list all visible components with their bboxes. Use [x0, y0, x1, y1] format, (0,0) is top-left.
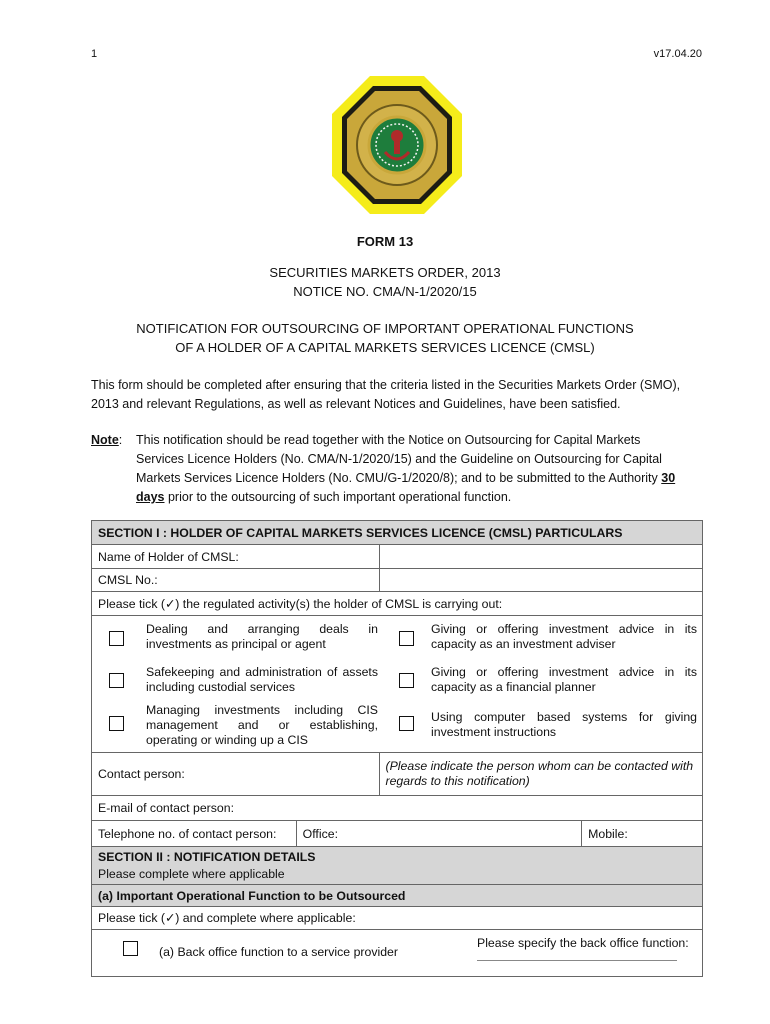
note-line-1: This notification should be read together with the Notice on Outsourcing for Capital Markets	[136, 433, 641, 447]
note-line-3: Markets Services Licence Holders (No. CMU/G-1/2020/8); and to be submitted to the Authority 30	[136, 471, 676, 485]
section-2-subtitle: Please complete where applicable	[98, 866, 285, 881]
note-text	[136, 431, 703, 507]
activity-checkbox-4[interactable]	[399, 631, 414, 646]
activity-left-3: Managing investments including CIS management and or establishing, operating or winding up a CIS	[146, 703, 378, 747]
back-office-option-label: (a) Back office function to a service provider	[159, 945, 398, 959]
section-2-header	[92, 847, 703, 885]
order-line: SECURITIES MARKETS ORDER, 2013	[269, 265, 501, 280]
activity-left-2: Safekeeping and administration of assets including custodial services	[146, 665, 378, 694]
back-office-specify-input[interactable]	[477, 952, 677, 961]
activity-checkbox-5[interactable]	[399, 673, 414, 688]
notification-form-table	[91, 520, 703, 977]
activity-checkbox-1[interactable]	[109, 631, 124, 646]
note-line-4: days prior to the outsourcing of such important operational function.	[136, 490, 512, 504]
sub-a-title: (a) Important Operational Function to be Outsourced	[92, 885, 703, 907]
activity-right-1: Giving or offering investment advice in its capacity as an investment adviser	[431, 622, 697, 651]
heading-line-2: OF A HOLDER OF A CAPITAL MARKETS SERVICES LICENCE (CMSL)	[175, 340, 595, 355]
back-office-specify-label: Please specify the back office function:	[477, 936, 689, 950]
contact-person-label: Contact person:	[92, 753, 380, 796]
activity-checkbox-6[interactable]	[399, 716, 414, 731]
contact-email-field[interactable]: E-mail of contact person:	[92, 796, 703, 821]
cmsl-no-label: CMSL No.:	[92, 569, 380, 592]
section-2-title: SECTION II : NOTIFICATION DETAILS	[98, 849, 316, 864]
intro-line-2: 2013 and relevant Regulations, as well as relevant Notices and Guidelines, have been satisfied.	[91, 397, 621, 411]
heading-line-1: NOTIFICATION FOR OUTSOURCING OF IMPORTANT OPERATIONAL FUNCTIONS	[136, 321, 634, 336]
activities-cell	[92, 616, 703, 753]
activity-left-1: Dealing and arranging deals in investments as principal or agent	[146, 622, 378, 651]
page-number: 1	[91, 48, 98, 60]
activity-instruction: Please tick (✓) the regulated activity(s) the holder of CMSL is carrying out:	[92, 592, 703, 616]
version-label: v17.04.20	[653, 48, 702, 60]
note-days-number: 30	[661, 471, 676, 485]
option-a-cell	[92, 930, 703, 977]
section-2-instruction: Please tick (✓) and complete where applicable:	[92, 907, 703, 930]
activity-checkbox-2[interactable]	[109, 673, 124, 688]
back-office-checkbox[interactable]	[123, 941, 138, 956]
activity-checkbox-3[interactable]	[109, 716, 124, 731]
activity-right-2: Giving or offering investment advice in its capacity as a financial planner	[431, 665, 697, 694]
activity-right-3: Using computer based systems for giving investment instructions	[431, 710, 697, 739]
holder-name-field[interactable]	[379, 545, 703, 569]
office-phone-field[interactable]: Office:	[296, 821, 581, 847]
intro-line-1: This form should be completed after ensuring that the criteria listed in the Securities Markets Order (SMO),	[91, 378, 681, 392]
note-label: Note	[91, 433, 119, 447]
contact-person-field[interactable]: (Please indicate the person whom can be contacted with regards to this notification)	[379, 753, 703, 796]
notice-line: NOTICE NO. CMA/N-1/2020/15	[293, 284, 477, 299]
telephone-label: Telephone no. of contact person:	[92, 821, 297, 847]
section-1-title: SECTION I : HOLDER OF CAPITAL MARKETS SERVICES LICENCE (CMSL) PARTICULARS	[92, 521, 703, 545]
form-title: FORM 13	[356, 234, 414, 249]
holder-name-label: Name of Holder of CMSL:	[92, 545, 380, 569]
activities-grid	[92, 616, 702, 752]
cmsl-no-field[interactable]	[379, 569, 703, 592]
option-a-row	[92, 930, 702, 976]
note-line-2: Services Licence Holders (No. CMA/N-1/2020/15) and the Guideline on Outsourcing for Capital	[136, 452, 662, 466]
note-block: Note:	[91, 433, 123, 447]
note-days-word: days	[136, 490, 165, 504]
mobile-phone-field[interactable]: Mobile:	[582, 821, 703, 847]
authority-emblem	[330, 74, 464, 216]
